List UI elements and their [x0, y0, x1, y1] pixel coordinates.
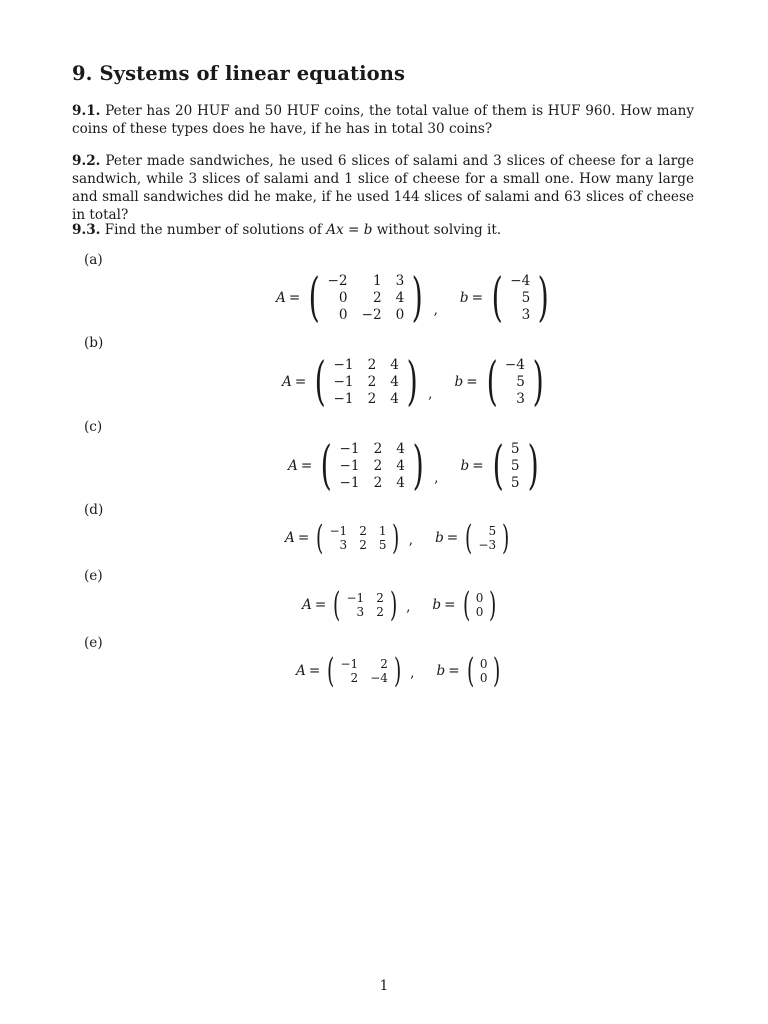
matrix-A-entry: 2 [359, 538, 367, 552]
matrix-A-entry: 2 [367, 373, 377, 390]
matrix-A-entry: 2 [372, 289, 382, 306]
matrix-A-entry: −1 [339, 457, 360, 474]
equals-sign: = [294, 374, 307, 390]
vector-b-entries [507, 273, 533, 324]
matrix-A-right-paren: ) [389, 585, 398, 625]
matrix-A-entry: 4 [396, 440, 405, 457]
matrix-A-left-paren: ( [314, 352, 326, 412]
matrix-A-entry: 2 [373, 474, 383, 491]
equation-b [282, 352, 548, 412]
vector-b-right-paren: ) [489, 585, 497, 625]
problem-math: Ax = b [326, 222, 373, 238]
matrix-A-entry: 2 [359, 524, 367, 538]
matrix-A-entries [331, 357, 402, 408]
matrix-A-entry: 4 [395, 289, 405, 306]
equals-sign: = [314, 597, 327, 613]
equation-a [276, 268, 554, 328]
equals-sign: = [448, 663, 460, 679]
matrix-A-matrix [310, 352, 422, 412]
matrix-A-entry: 1 [378, 524, 387, 538]
problem-text-before: Find the number of solutions of [104, 222, 327, 238]
vector-b-label: b [459, 290, 469, 306]
matrix-A-entry: 4 [390, 356, 399, 373]
vector-b-entries [473, 591, 487, 619]
vector-b-left-paren: ( [462, 585, 470, 625]
part-label-e: (e) [84, 568, 103, 584]
section-title-text: Systems of linear equations [99, 62, 406, 85]
vector-b-left-paren: ( [492, 436, 504, 496]
matrix-A-entry: −1 [329, 524, 348, 538]
vector-b-left-paren: ( [466, 651, 474, 691]
section-number: 9. [72, 62, 93, 85]
comma: , [410, 665, 415, 681]
vector-b-matrix [487, 268, 554, 328]
problem-9-1 [72, 102, 694, 138]
part-label-c: (c) [84, 419, 103, 435]
matrix-A-left-paren: ( [320, 436, 332, 496]
matrix-A-label: A [285, 530, 295, 546]
matrix-A-entry: 3 [395, 272, 405, 289]
vector-b-left-paren: ( [491, 268, 503, 328]
comma: , [433, 302, 438, 318]
vector-b-entry: 3 [521, 306, 531, 323]
matrix-A-left-paren: ( [333, 585, 341, 625]
matrix-A-right-paren: ) [406, 352, 418, 412]
vector-b-entries [477, 657, 491, 685]
vector-b-entries [475, 524, 499, 552]
equation-e [302, 585, 500, 625]
matrix-A-right-paren: ) [392, 518, 400, 558]
matrix-A-entry: 4 [396, 457, 405, 474]
matrix-A-entry: 4 [390, 390, 399, 407]
vector-b-matrix [488, 436, 543, 496]
matrix-A-entry: 2 [373, 440, 383, 457]
matrix-A-entry: 4 [396, 474, 405, 491]
vector-b-entry: 0 [479, 657, 488, 671]
vector-b-entry: 5 [510, 474, 520, 491]
matrix-A-matrix [316, 436, 428, 496]
matrix-A-entry: −1 [333, 373, 354, 390]
matrix-A-entry: 0 [395, 306, 405, 323]
vector-b-label: b [435, 530, 444, 546]
vector-b-entry: 0 [479, 671, 488, 685]
vector-b-left-paren: ( [465, 518, 473, 558]
vector-b-entry: 5 [516, 373, 525, 390]
equals-sign: = [288, 290, 301, 306]
equals-sign: = [471, 290, 483, 306]
vector-b-entry: 5 [510, 440, 520, 457]
vector-b-entry: −4 [504, 356, 525, 373]
vector-b-entry: 3 [516, 390, 525, 407]
matrix-A-entry: −1 [346, 591, 365, 605]
vector-b-entries [508, 441, 523, 492]
matrix-A-right-paren: ) [412, 436, 424, 496]
matrix-A-entry: 4 [390, 373, 399, 390]
matrix-A-entry: 3 [356, 605, 365, 619]
matrix-A-matrix [304, 268, 427, 328]
matrix-A-entry: −1 [340, 657, 359, 671]
equals-sign: = [472, 458, 484, 474]
vector-b-right-paren: ) [532, 352, 544, 412]
matrix-A-entry: 2 [367, 390, 377, 407]
vector-b-right-paren: ) [493, 651, 501, 691]
vector-b-label: b [432, 597, 442, 613]
matrix-A-entry: −2 [327, 272, 348, 289]
equation-d [285, 518, 512, 558]
vector-b-entry: 0 [475, 605, 484, 619]
vector-b-matrix [482, 352, 549, 412]
matrix-A-left-paren: ( [316, 518, 324, 558]
matrix-A-right-paren: ) [411, 268, 423, 328]
matrix-A-label: A [282, 374, 292, 390]
vector-b-entry: 5 [521, 289, 531, 306]
equation-c [288, 436, 543, 496]
matrix-A-entry: 0 [338, 289, 348, 306]
comma: , [428, 386, 433, 402]
matrix-A-right-paren: ) [393, 651, 402, 691]
equals-sign: = [308, 663, 321, 679]
matrix-A-entry: −1 [339, 474, 360, 491]
vector-b-label: b [460, 458, 470, 474]
matrix-A-label: A [302, 597, 312, 613]
matrix-A-entry: 0 [338, 306, 348, 323]
matrix-A-entry: 5 [378, 538, 387, 552]
vector-b-entry: 5 [510, 457, 520, 474]
vector-b-entry: −3 [478, 538, 497, 552]
vector-b-entry: 5 [488, 524, 497, 538]
equals-sign: = [297, 530, 310, 546]
matrix-A-entries [343, 591, 386, 619]
matrix-A-label: A [276, 290, 286, 306]
section-title [72, 62, 405, 85]
vector-b-entry: 0 [475, 591, 484, 605]
comma: , [406, 599, 411, 615]
matrix-A-matrix [324, 651, 404, 691]
matrix-A-entry: 3 [339, 538, 348, 552]
vector-b-right-paren: ) [502, 518, 510, 558]
matrix-A-left-paren: ( [308, 268, 320, 328]
problem-text-after: without solving it. [372, 222, 502, 238]
vector-b-label: b [436, 663, 446, 679]
part-label-b: (b) [84, 335, 104, 351]
matrix-A-entry: 2 [380, 657, 388, 671]
problem-9-3 [72, 221, 694, 239]
matrix-A-label: A [296, 663, 306, 679]
matrix-A-entry: 2 [367, 356, 377, 373]
equals-sign: = [300, 458, 313, 474]
vector-b-right-paren: ) [527, 436, 539, 496]
problem-number: 9.1. [72, 103, 101, 119]
vector-b-matrix [460, 585, 500, 625]
vector-b-matrix [462, 518, 512, 558]
vector-b-entries [502, 357, 528, 408]
part-label-e2: (e) [84, 635, 103, 651]
matrix-A-entry: −4 [370, 671, 388, 685]
part-label-a: (a) [84, 252, 103, 268]
problem-number: 9.3. [72, 222, 101, 238]
vector-b-label: b [454, 374, 464, 390]
problem-number: 9.2. [72, 153, 101, 169]
matrix-A-entry: −2 [361, 306, 382, 323]
problem-text: Peter has 20 HUF and 50 HUF coins, the total value of them is HUF 960. How many coins of these types does he have, if he has in total 30 coins? [72, 103, 695, 137]
matrix-A-entries [337, 657, 390, 685]
vector-b-entry: −4 [510, 272, 531, 289]
matrix-A-entry: 2 [376, 605, 384, 619]
matrix-A-entries [337, 441, 408, 492]
vector-b-right-paren: ) [537, 268, 550, 328]
vector-b-matrix [464, 651, 504, 691]
matrix-A-entries [325, 273, 408, 324]
comma: , [434, 470, 439, 486]
matrix-A-entries [326, 524, 389, 552]
matrix-A-entry: −1 [333, 390, 354, 407]
matrix-A-matrix [313, 518, 403, 558]
matrix-A-entry: −1 [339, 440, 360, 457]
equals-sign: = [444, 597, 456, 613]
problem-text: Peter made sandwiches, he used 6 slices of salami and 3 slices of cheese for a large sandwich, while 3 slices of salami and 1 slice of cheese for a small one. How many large and small sandwiches did he make, if he used 144 slices of salami and 63 slices of cheese in total? [72, 153, 694, 223]
equals-sign: = [466, 374, 478, 390]
matrix-A-label: A [288, 458, 298, 474]
matrix-A-entry: 2 [350, 671, 359, 685]
matrix-A-entry: −1 [333, 356, 354, 373]
equals-sign: = [446, 530, 459, 546]
equation-e2 [296, 651, 504, 691]
vector-b-left-paren: ( [486, 352, 498, 412]
page-number: 1 [379, 978, 389, 994]
comma: , [408, 532, 414, 548]
part-label-d: (d) [84, 502, 104, 518]
matrix-A-entry: 2 [373, 457, 383, 474]
matrix-A-entry: 1 [372, 272, 382, 289]
problem-9-2 [72, 152, 694, 224]
matrix-A-entry: 2 [376, 591, 384, 605]
matrix-A-matrix [330, 585, 400, 625]
matrix-A-left-paren: ( [327, 651, 335, 691]
